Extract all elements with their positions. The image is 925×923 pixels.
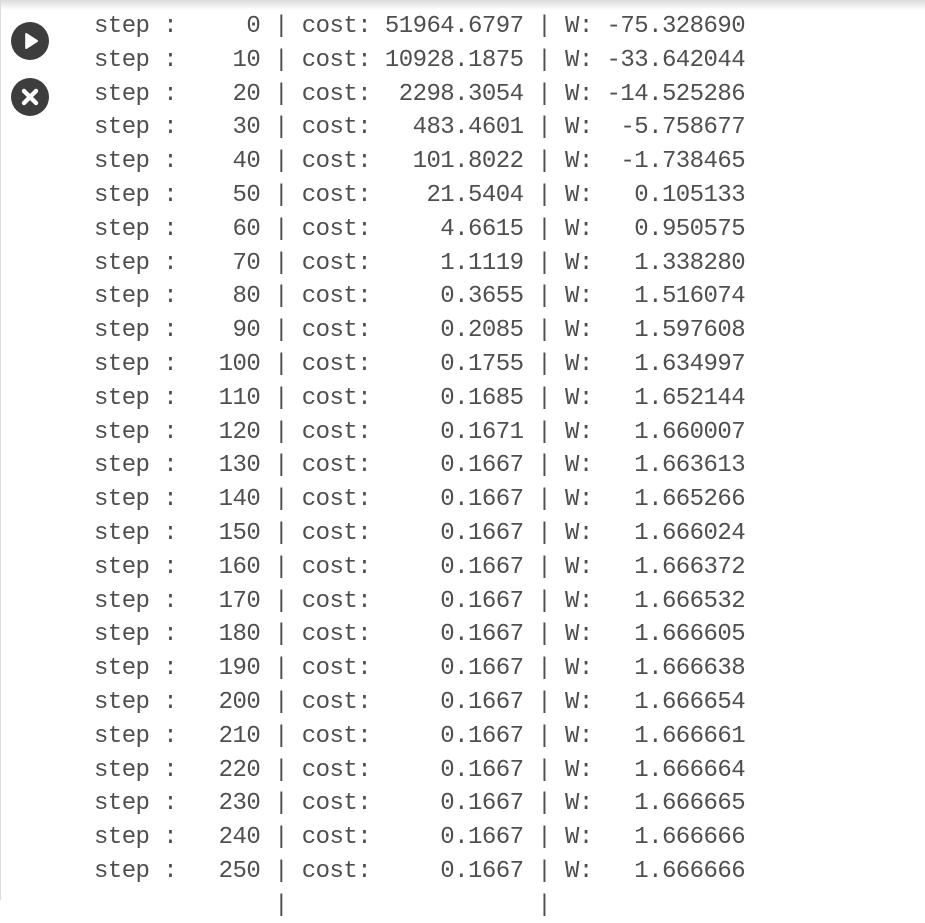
log-line: step : 0 | cost: 51964.6797 | W: -75.328690: [94, 13, 746, 40]
log-line: step : 250 | cost: 0.1667 | W: 1.666666: [94, 857, 746, 885]
close-icon: [11, 78, 49, 116]
cell-gutter: [1, 0, 59, 900]
log-line: step : 110 | cost: 0.1685 | W: 1.652144: [94, 384, 746, 412]
cell-top-divider: [1, 0, 925, 10]
log-line: step : 180 | cost: 0.1667 | W: 1.666605: [94, 621, 746, 649]
log-line-partial: | |: [94, 891, 552, 919]
log-line: step : 40 | cost: 101.8022 | W: -1.738465: [94, 148, 746, 176]
log-line: step : 120 | cost: 0.1671 | W: 1.660007: [94, 418, 746, 446]
training-log-output: [94, 10, 745, 923]
log-line: step : 100 | cost: 0.1755 | W: 1.634997: [94, 350, 746, 378]
play-icon: [11, 22, 49, 60]
log-line: step : 130 | cost: 0.1667 | W: 1.663613: [94, 452, 746, 480]
log-line: step : 240 | cost: 0.1667 | W: 1.666666: [94, 824, 746, 852]
log-line: step : 210 | cost: 0.1667 | W: 1.666661: [94, 722, 746, 750]
log-line: step : 30 | cost: 483.4601 | W: -5.758677: [94, 114, 746, 142]
log-line: step : 220 | cost: 0.1667 | W: 1.666664: [94, 756, 746, 784]
log-line: step : 170 | cost: 0.1667 | W: 1.666532: [94, 587, 746, 615]
run-cell-button[interactable]: [11, 22, 49, 60]
log-line: step : 230 | cost: 0.1667 | W: 1.666665: [94, 790, 746, 818]
log-line: step : 190 | cost: 0.1667 | W: 1.666638: [94, 655, 746, 683]
log-line: step : 10 | cost: 10928.1875 | W: -33.642044: [94, 46, 746, 74]
log-line: step : 70 | cost: 1.1119 | W: 1.338280: [94, 249, 746, 277]
log-line: step : 160 | cost: 0.1667 | W: 1.666372: [94, 553, 746, 581]
log-line: step : 150 | cost: 0.1667 | W: 1.666024: [94, 519, 746, 547]
log-line: step : 50 | cost: 21.5404 | W: 0.105133: [94, 181, 746, 209]
log-line: step : 80 | cost: 0.3655 | W: 1.516074: [94, 283, 746, 311]
log-line: step : 200 | cost: 0.1667 | W: 1.666654: [94, 688, 746, 716]
clear-output-button[interactable]: [11, 78, 49, 116]
log-line: step : 90 | cost: 0.2085 | W: 1.597608: [94, 317, 746, 345]
log-line: step : 140 | cost: 0.1667 | W: 1.665266: [94, 486, 746, 514]
log-line: step : 20 | cost: 2298.3054 | W: -14.525286: [94, 80, 746, 108]
log-line: step : 60 | cost: 4.6615 | W: 0.950575: [94, 215, 746, 243]
